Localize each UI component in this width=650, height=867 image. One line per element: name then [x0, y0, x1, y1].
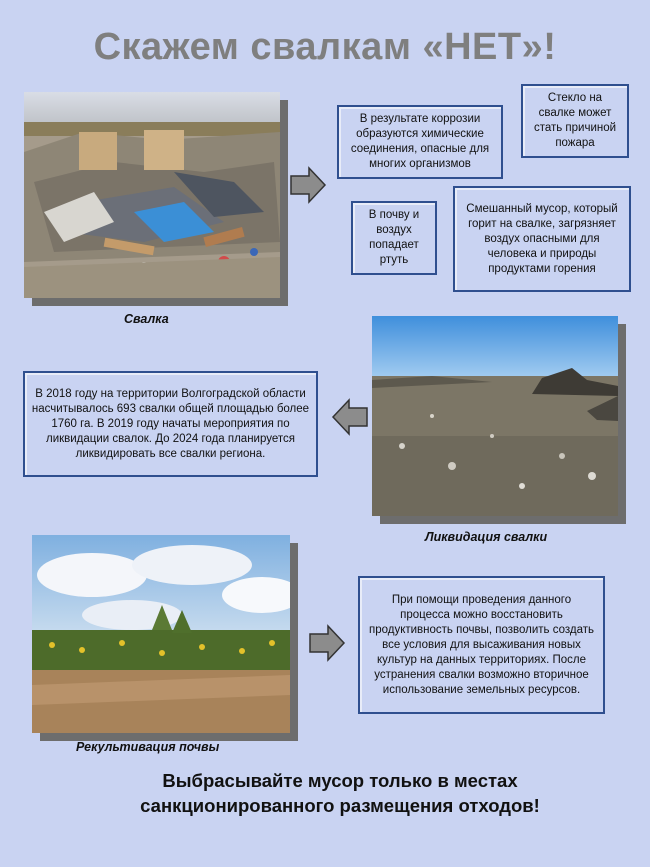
arrow-right-icon: [308, 624, 346, 662]
mixed-waste-box: Смешанный мусор, который горит на свалке, загрязняет воздух опасными для человека и природы продуктами горения: [453, 186, 631, 292]
mercury-box: В почву и воздух попадает ртуть: [351, 201, 437, 275]
recultivation-caption: Рекультивация почвы: [76, 740, 220, 754]
arrow-left-icon: [331, 398, 369, 436]
page-title: Скажем свалкам «НЕТ»!: [93, 26, 557, 68]
liquidation-caption: Ликвидация свалки: [425, 530, 548, 544]
recultivation-box: При помощи проведения данного процесса можно восстановить продуктивность почвы, позволить создать все условия для высаживания новых культур на данных территориях. После устранения свалки возможно вторичное использование земельных ресурсов.: [358, 576, 605, 714]
dump-photo: [24, 92, 280, 298]
glass-box: Стекло на свалке может стать причиной пожара: [521, 84, 629, 158]
recultivation-photo: [32, 535, 290, 733]
slogan: Выбрасывайте мусор только в местах санкционированного размещения отходов!: [140, 770, 540, 816]
liquidation-photo: [372, 316, 618, 516]
dump-caption: Свалка: [124, 312, 169, 326]
arrow-right-icon: [289, 166, 327, 204]
corrosion-box: В результате коррозии образуются химические соединения, опасные для многих организмов: [337, 105, 503, 179]
liquidation-box: В 2018 году на территории Волгоградской области насчитывалось 693 свалки общей площадью более 1760 га. В 2019 году начаты мероприятия по ликвидации свалок. До 2024 года планируется ликвидировать все свалки региона.: [23, 371, 318, 477]
